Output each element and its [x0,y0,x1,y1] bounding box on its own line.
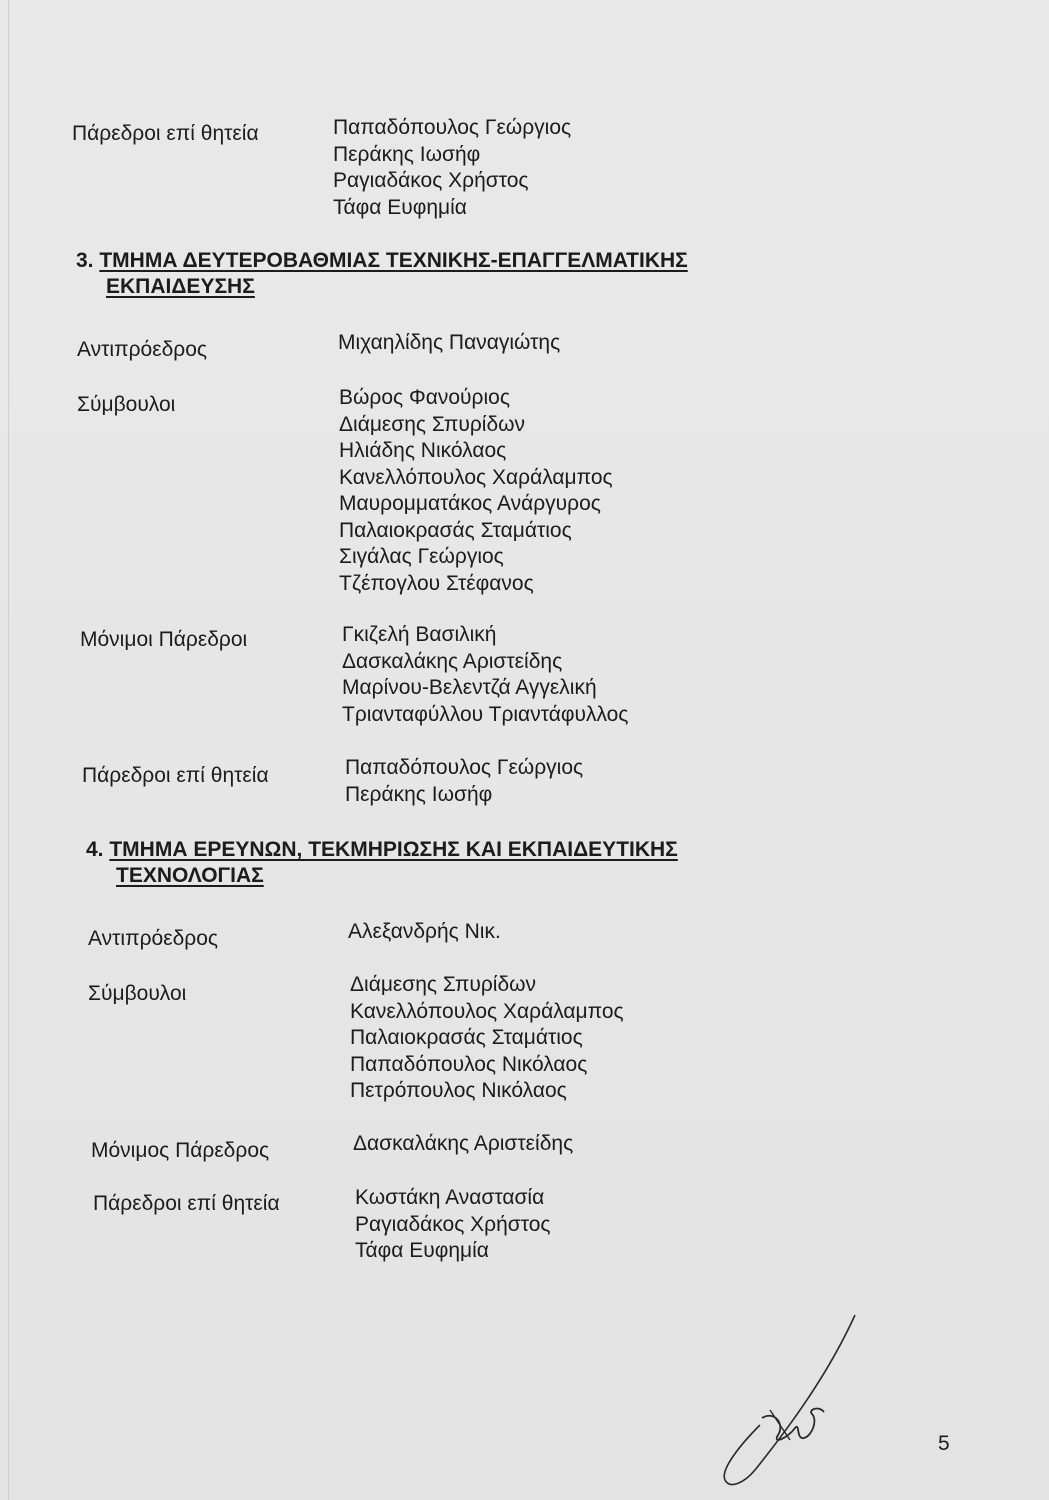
handwritten-signature [700,1310,900,1500]
section-4-term-list [355,1185,551,1265]
term-member-name: Περάκης Ιωσήφ [345,782,493,806]
member-name: Παπαδόπουλος Γεώργιος [333,116,572,139]
advisor-name: Μαυρομματάκος Ανάργυρος [339,492,601,515]
permanent-member-name: Δασκαλάκης Αριστείδης [353,1132,574,1155]
term-member-name: Τάφα Ευφημία [355,1239,489,1262]
term-member-name: Παπαδόπουλος Γεώργιος [345,756,584,779]
advisor-name: Τζέπογλου Στέφανος [339,571,534,595]
section-3-number: 3. [76,249,94,272]
vice-president-name: Αλεξανδρής Νικ. [348,920,501,943]
section-4-title-line1: ΤΜΗΜΑ ΕΡΕΥΝΩΝ, ΤΕΚΜΗΡΙΩΣΗΣ ΚΑΙ ΕΚΠΑΙΔΕΥΤΙΚΗΣ [109,838,678,861]
advisor-name: Παλαιοκρασάς Σταμάτιος [350,1026,583,1049]
section-3-title-line1: ΤΜΗΜΑ ΔΕΥΤΕΡΟΒΑΘΜΙΑΣ ΤΕΧΝΙΚΗΣ-ΕΠΑΓΓΕΛΜΑΤΙΚΗΣ [99,249,688,272]
member-name: Τάφα Ευφημία [333,195,467,219]
term-member-name: Κωστάκη Αναστασία [355,1186,545,1209]
section-3-heading [76,248,688,300]
section-4-heading [86,837,678,889]
section-3-vice [338,330,560,357]
section-3-permanent-label: Μόνιμοι Πάρεδροι [80,628,248,651]
advisor-name: Πετρόπουλος Νικόλαος [350,1079,567,1102]
section-3-title-line2: ΕΚΠΑΙΔΕΥΣΗΣ [106,275,255,298]
section-4-advisors-list [350,972,624,1105]
section-4-permanent-list [353,1131,573,1158]
member-name: Περάκης Ιωσήφ [333,142,481,166]
section-3-term-label: Πάρεδροι επί θητεία [82,764,269,787]
advisor-name: Βώρος Φανούριος [339,386,510,409]
term-members-list [333,115,571,221]
section-4-vice-label: Αντιπρόεδρος [88,927,218,950]
advisor-name: Διάμεσης Σπυρίδων [350,973,537,996]
section-3-permanent-list [342,622,628,728]
advisor-name: Διάμεσης Σπυρίδων [339,412,526,436]
page-edge [8,0,9,1500]
advisor-name: Ηλιάδης Νικόλαος [339,439,507,462]
section-3-advisors-list [339,385,613,597]
advisor-name: Κανελλόπουλος Χαράλαμπος [339,465,613,489]
page-number: 5 [938,1432,950,1455]
section-4-permanent-label: Μόνιμος Πάρεδρος [91,1139,270,1162]
section-4-advisors-label: Σύμβουλοι [88,982,187,1005]
permanent-member-name: Δασκαλάκης Αριστείδης [342,649,563,673]
term-member-name: Ραγιαδάκος Χρήστος [355,1212,551,1236]
advisor-name: Παπαδόπουλος Νικόλαος [350,1052,588,1076]
permanent-member-name: Μαρίνου-Βελεντζά Αγγελική [342,676,597,699]
member-name: Ραγιαδάκος Χρήστος [333,169,529,192]
section-3-advisors-label: Σύμβουλοι [77,393,176,416]
section-4-vice [348,919,501,946]
section-3-vice-label: Αντιπρόεδρος [77,338,207,361]
term-members-label: Πάρεδροι επί θητεία [72,122,259,145]
permanent-member-name: Τριανταφύλλου Τριαντάφυλλος [342,702,629,726]
section-4-term-label: Πάρεδροι επί θητεία [93,1192,280,1215]
advisor-name: Σιγάλας Γεώργιος [339,545,504,568]
section-4-number: 4. [86,838,104,861]
advisor-name: Παλαιοκρασάς Σταμάτιος [339,518,572,542]
section-4-title-line2: ΤΕΧΝΟΛΟΓΙΑΣ [116,864,264,887]
section-3-term-list [345,755,583,808]
vice-president-name: Μιχαηλίδης Παναγιώτης [338,331,561,354]
advisor-name: Κανελλόπουλος Χαράλαμπος [350,999,624,1023]
permanent-member-name: Γκιζελή Βασιλική [342,623,497,646]
